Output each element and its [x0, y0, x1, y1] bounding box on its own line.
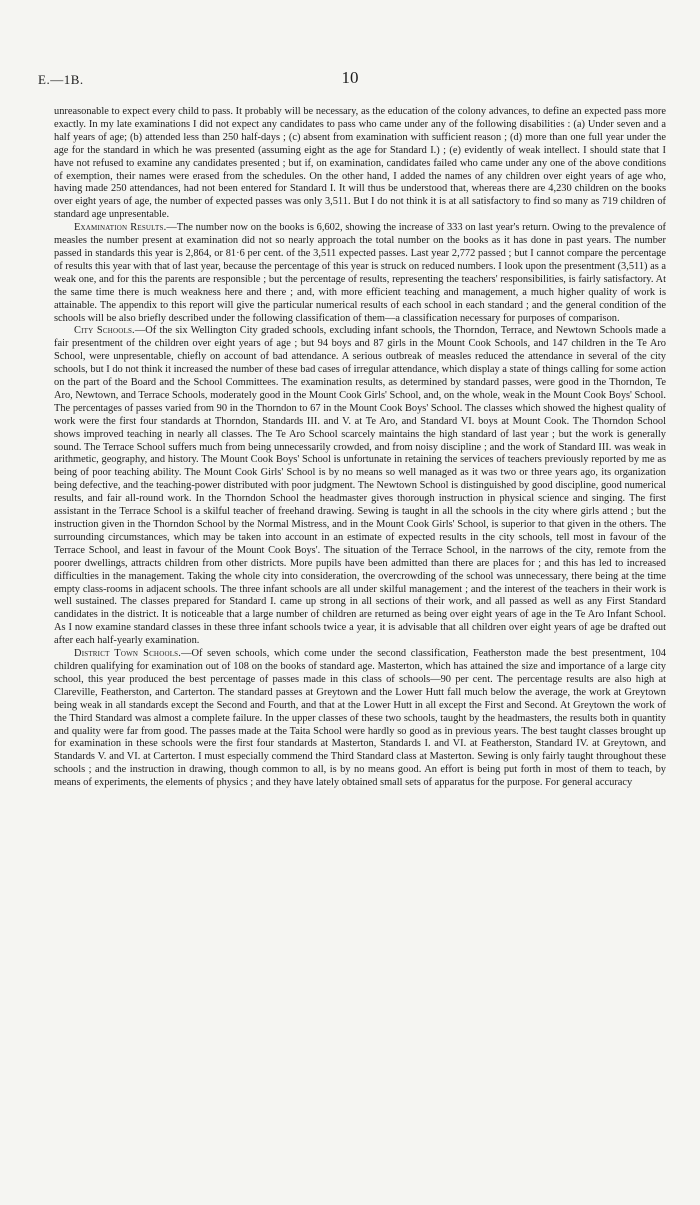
paragraph-examination-results	[54, 222, 666, 325]
page-number: 10	[341, 68, 359, 87]
paragraph-district-town-schools	[54, 648, 666, 790]
paragraph-text: —Of seven schools, which come under the second classification, Featherston made the best presentment, 104 children qualifying for examination out of 108 on the books of standard age. Masterton, which has attained the size and importance of a large city school, this year produced the best percentage of passes made in this class of schools—90 per cent. The percentage results are also high at Clareville, Featherston, and Carterton. The standard passes at Greytown and the Lower Hutt fall much below the average, the work at Greytown being weak in all standards except the Second and Fourth, and that at the Lower Hutt in all except the First and Second. At Greytown the work of the Third Standard was almost a complete failure. In the upper classes of these two schools, taught by the headmasters, the results both in quantity and quality were far from good. The passes made at the Taita School were hardly so good as in previous years. The best taught classes brought up for examination in these schools were the first four standards at Masterton, Standards I. and VI. at Featherston, Standard IV. at Greytown, and Standards V. and VI. at Carterton. I must especially commend the Third Standard class at Masterton. Sewing is only fairly taught throughout these schools ; and the instruction in drawing, though common to all, is by no means good. An effort is being put forth in most of them to teach, by means of experiments, the elements of physics ; and they have lately obtained small sets of apparatus for the purpose. For general accuracy	[54, 648, 666, 789]
section-heading: Examination Results.	[74, 222, 167, 234]
paragraph-city-schools	[54, 325, 666, 648]
report-body	[54, 106, 666, 790]
paragraph-text: —The number now on the books is 6,602, showing the increase of 333 on last year's return. Owing to the prevalence of measles the number present at examination did not so nearly approach the total number on the books as it has done in past years. The number passed in standards this year is 2,864, or 81·6 per cent. of the 3,511 expected passes. Last year 2,772 passed ; but I cannot compare the percentage of results this year with that of last year, because the percentage of this year is struck on reduced numbers. I look upon the presentment (3,511) as a weak one, and for this the parents are responsible ; but the percentage of results, representing the teachers' responsibilities, is fairly satisfactory. At the same time there is much weakness here and there ; and, with more efficient teaching and management, a much higher quality of work is attainable. The appendix to this report will give the particular numerical results of each school in each standard ; and the general condition of the schools will be also briefly described under the following classification of them—a classification necessary for purposes of comparison.	[54, 222, 666, 324]
paragraph-continuation	[54, 106, 666, 222]
section-heading: City Schools.	[74, 325, 135, 337]
document-code: E.—1B.	[38, 72, 84, 87]
section-heading: District Town Schools.	[74, 648, 182, 660]
paragraph-text: —Of the six Wellington City graded schools, excluding infant schools, the Thorndon, Terrace, and Newtown Schools made a fair presentment of the children over eight years of age ; but 94 boys and 87 girls in the Mount Cook Schools, and 147 children in the Te Aro School, were unpresentable, chiefly on account of bad attendance. A serious outbreak of measles reduced the attendance in several of the city schools, but I do not think it increased the number of these bad cases of irregular attendance, which display a state of things calling for some action on the part of the Board and the School Committees. The examination results, as determined by standard passes, were good in the Thorndon, Te Aro, Newtown, and Terrace Schools, moderately good in the Mount Cook Girls' School, and, on the whole, weak in the Mount Cook Boys' School. The percentages of passes varied from 90 in the Thorndon to 67 in the Mount Cook Boys' School. The classes which showed the highest quality of work were the first four standards at Thorndon, Standards III. and V. at Te Aro, and Standard VI. boys at Mount Cook. The Thorndon School shows improved teaching in nearly all classes. The Te Aro School scarcely maintains the high standard of last year ; but the work is generally sound. The Terrace School suffers much from being unnecessarily crowded, and from noisy discipline ; and the work of Standard III. was weak in arithmetic, geography, and history. The Mount Cook Boys' School is unfortunate in retaining the services of teachers previously reported by me as being of poor teaching ability. The Mount Cook Girls' School is by no means so well managed as it was two or three years ago, its organization being defective, and the teaching-power distributed with poor judgment. The Newtown School is distinguished by good discipline, good numerical results, and fair all-round work. In the Thorndon School the headmaster gives thorough instruction in physical science and singing. The first assistant in the Terrace School is a skilful teacher of freehand drawing. Sewing is taught in all the schools in the city where girls attend ; but the instruction given in the Thorndon School by the Normal Mistress, and in the Mount Cook Girls' School, is superior to that given in the others. The surrounding circumstances, which may be taken into account in an estimate of expected results in the city schools, tell most in favour of the Terrace School, and least in favour of the Mount Cook Boys'. The situation of the Terrace School, in the narrows of the city, remote from the poorer dwellings, attracts children from other districts. More pupils have been admitted than there are places for ; and this has led to increased difficulties in the management. Taking the whole city into consideration, the overcrowding of the school was unnecessary, there being at the time empty class-rooms in adjacent schools. The three infant schools are all under skilful management ; and the interest of the teachers in their work is well sustained. The classes prepared for Standard I. came up strong in all sections of their work, and all passed as well as any First Standard candidates in the district. It is noticeable that a large number of children are returned as being over eight years of age in the Te Aro Infant School. As I now examine standard classes in these three infant schools twice a year, it is advisable that all children over eight years of age be drafted out after each half-yearly examination.	[54, 325, 667, 647]
page-header	[38, 68, 662, 92]
paragraph-text: unreasonable to expect every child to pass. It probably will be necessary, as the education of the colony advances, to define an expected pass more exactly. In my late examinations I did not expect any candidates to pass who came under any of the following disabilities : (a) Under seven and a half years of age; (b) attended less than 250 half-days ; (c) absent from examination with sufficient reason ; (d) more than one full year under the age for the standard in which he was presented (assuming eight as the age for Standard I.) ; (e) evidently of weak intellect. I should state that I have not refused to examine any candidates presented ; but if, on examination, candidates failed who came under any one of the above conditions of exemption, their names were erased from the schedules. On the other hand, I added the names of any children over eight years of age who, having made 250 attendances, had not been entered for Standard I. It will thus be understood that, whereas there are 4,230 children on the books over eight years of age, the number of expected passes was only 3,511. But I do not think it is at all satisfactory to find so many as 719 children of standard age unpresentable.	[54, 106, 666, 221]
